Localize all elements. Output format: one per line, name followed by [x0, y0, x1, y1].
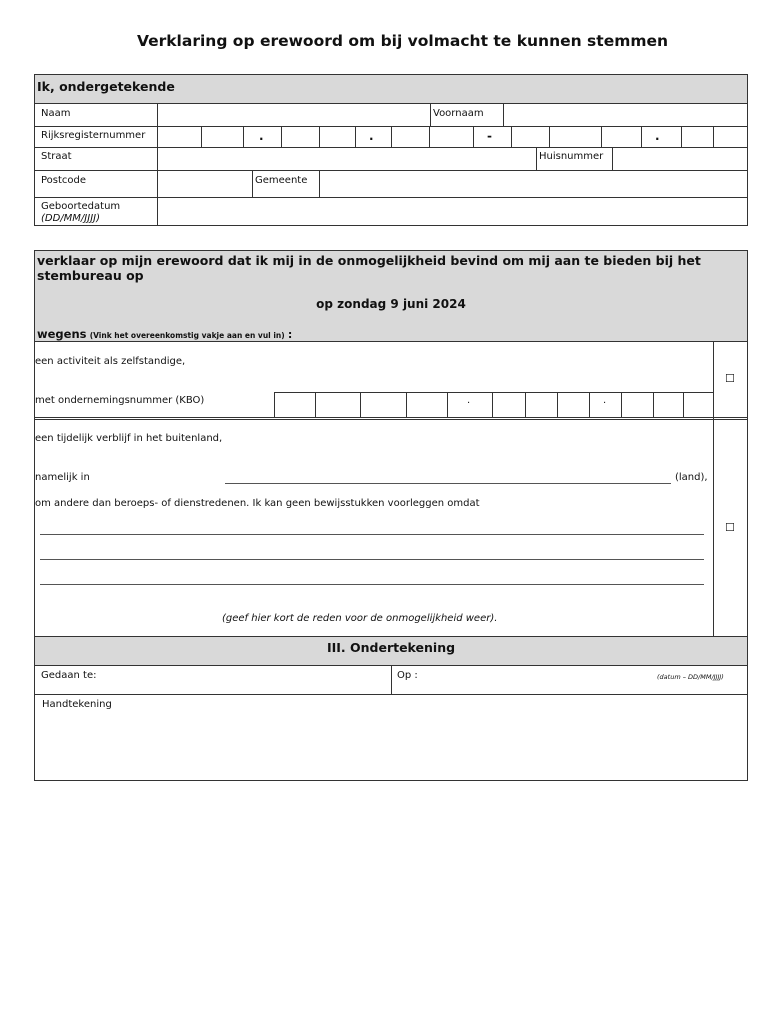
gedaan-te-field[interactable]: [105, 666, 391, 693]
signature-table: [34, 636, 748, 781]
country-input-line[interactable]: [225, 483, 671, 484]
voornaam-field[interactable]: [504, 104, 747, 126]
date-format-hint: (datum – DD/MM/JJJJ): [657, 673, 724, 681]
kbo-separator-dot: .: [467, 395, 471, 406]
section-header-signature: III. Ondertekening: [326, 640, 456, 655]
land-label: (land),: [675, 472, 708, 483]
wegens-instruction: [37, 327, 292, 341]
option-self-employed-text: een activiteit als zelfstandige,: [35, 356, 186, 367]
geboortedatum-format-hint: (DD/MM/JJJJ): [41, 213, 100, 224]
kbo-separator-dot: .: [603, 395, 607, 406]
label-voornaam: Voornaam: [433, 108, 484, 119]
document-title: Verklaring op erewoord om bij volmacht te kunnen stemmen: [136, 32, 669, 50]
postcode-field[interactable]: [158, 171, 252, 197]
section-header-undersigned: Ik, ondergetekende: [37, 79, 175, 94]
label-geboortedatum: Geboortedatum: [41, 201, 121, 212]
declaration-table: [34, 250, 748, 637]
rr-separator-dot: .: [369, 129, 374, 143]
reason-hint: (geef hier kort de reden voor de onmogelijkheid weer).: [222, 613, 498, 624]
label-rijksregisternummer: Rijksregisternummer: [41, 130, 146, 141]
label-straat: Straat: [41, 151, 72, 162]
checkbox-abroad[interactable]: ☐: [725, 521, 735, 534]
reason-input-line[interactable]: [40, 584, 704, 585]
rr-separator-dash: -: [487, 129, 492, 143]
reason-input-line[interactable]: [40, 559, 704, 560]
personal-data-table: [34, 74, 748, 226]
label-naam: Naam: [41, 108, 71, 119]
straat-field[interactable]: [158, 148, 536, 170]
gemeente-field[interactable]: [320, 171, 747, 197]
label-gedaan-te: Gedaan te:: [41, 670, 97, 681]
op-date-field[interactable]: [425, 666, 645, 693]
label-huisnummer: Huisnummer: [539, 151, 604, 162]
reason-input-line[interactable]: [40, 534, 704, 535]
election-date: op zondag 9 juni 2024: [316, 297, 466, 311]
naam-field[interactable]: [158, 104, 430, 126]
reason-intro-text: om andere dan beroeps- of dienstredenen. Ik kan geen bewijsstukken voorleggen omdat: [35, 498, 480, 509]
label-handtekening: Handtekening: [42, 699, 112, 710]
checkbox-self-employed[interactable]: ☐: [725, 372, 735, 385]
label-op: Op :: [397, 670, 418, 681]
kbo-label: met ondernemingsnummer (KBO): [35, 395, 205, 406]
wegens-label: wegens: [37, 327, 87, 341]
geboortedatum-field[interactable]: [158, 198, 747, 225]
signature-field[interactable]: [36, 713, 746, 779]
rr-separator-dot: .: [259, 129, 264, 143]
declaration-text: verklaar op mijn erewoord dat ik mij in de onmogelijkheid bevind om mij aan te bieden bij het stembureau op: [37, 253, 701, 283]
label-postcode: Postcode: [41, 175, 87, 186]
rr-separator-dot: .: [655, 129, 660, 143]
wegens-colon: :: [287, 328, 293, 341]
wegens-note: (Vink het overeenkomstig vakje aan en vul in): [89, 331, 285, 340]
label-gemeente: Gemeente: [255, 175, 308, 186]
option-abroad-text: een tijdelijk verblijf in het buitenland,: [35, 433, 223, 444]
huisnummer-field[interactable]: [613, 148, 747, 170]
namelijk-label: namelijk in: [35, 472, 90, 483]
